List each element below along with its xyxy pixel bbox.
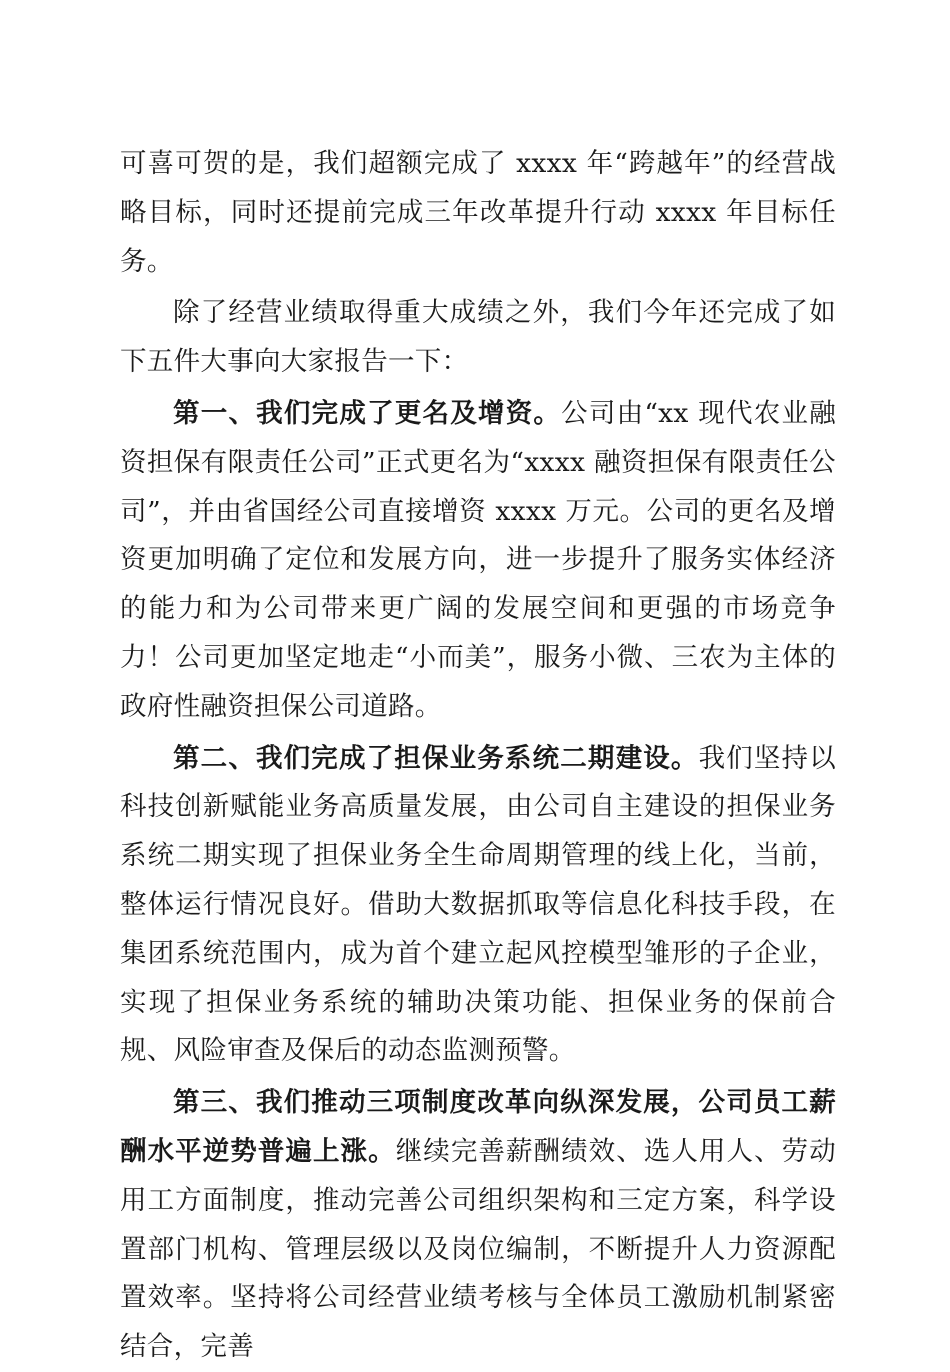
paragraph-5: [120, 1079, 836, 1372]
paragraph-2-text: 除了经营业绩取得重大成绩之外，我们今年还完成了如下五件大事向大家报告一下：: [120, 297, 836, 378]
paragraph-3-text: 公司由“xx 现代农业融资担保有限责任公司”正式更名为“xxxx 融资担保有限责任公司”，并由省国经公司直接增资 xxxx 万元。公司的更名及增资更加明确了定位和发展方向，进一步提升了服务实体经济的能力和为公司带来更广阔的发展空间和更强的市场竞争力！公司更加坚定地走“小而美”，服务小微、三农为主体的政府性融资担保公司道路。: [120, 397, 836, 722]
paragraph-1-text: 可喜可贺的是，我们超额完成了 xxxx 年“跨越年”的经营战略目标，同时还提前完成三年改革提升行动 xxxx 年目标任务。: [120, 148, 836, 277]
paragraph-2: [120, 289, 836, 387]
paragraph-4: [120, 735, 836, 1077]
document-body: [120, 140, 836, 1372]
paragraph-3-lead: 第一、我们完成了更名及增资。: [173, 397, 562, 429]
paragraph-4-lead: 第二、我们完成了担保业务系统二期建设。: [173, 742, 699, 774]
paragraph-5-lead: 第三、我们推动三项制度改革向纵深发展，公司员工薪酬水平逆势普遍上涨。: [120, 1087, 836, 1167]
paragraph-4-text: 我们坚持以科技创新赋能业务高质量发展，由公司自主建设的担保业务系统二期实现了担保业务全生命周期管理的线上化，当前，整体运行情况良好。借助大数据抓取等信息化科技手段，在集团系统范围内，成为首个建立起风控模型雏形的子企业，实现了担保业务系统的辅助决策功能、担保业务的保前合规、风险审查及保后的动态监测预警。: [120, 742, 837, 1067]
paragraph-1: [120, 140, 836, 286]
paragraph-3: [120, 390, 836, 732]
paragraph-5-text: 继续完善薪酬绩效、选人用人、劳动用工方面制度，推动完善公司组织架构和三定方案，科学设置部门机构、管理层级以及岗位编制，不断提升人力资源配置效率。坚持将公司经营业绩考核与全体员工激励机制紧密结合，完善: [120, 1135, 836, 1363]
